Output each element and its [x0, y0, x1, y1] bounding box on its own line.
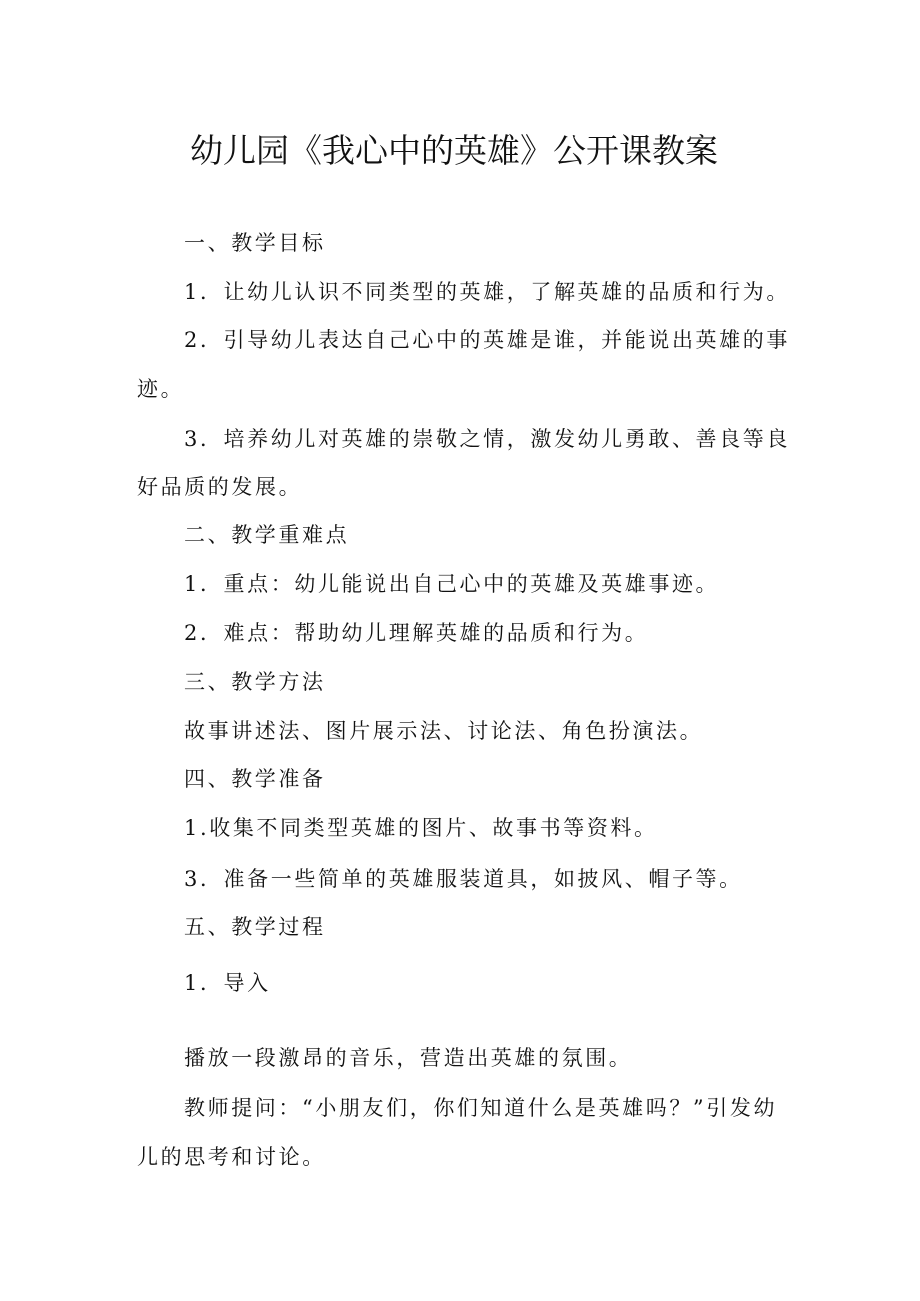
section-heading-process: 五、教学过程 [184, 915, 326, 939]
paragraph-music: 播放一段激昂的音乐，营造出英雄的氛围。 [184, 1046, 633, 1070]
paragraph-preparation-1: 1.收集不同类型英雄的图片、故事书等资料。 [184, 816, 658, 840]
paragraph-goal-2: 2．引导幼儿表达自己心中的英雄是谁，并能说出英雄的事 [184, 328, 790, 352]
paragraph-teacher-question: 教师提问：“小朋友们，你们知道什么是英雄吗？”引发幼 [184, 1096, 778, 1120]
document-title: 幼儿园《我心中的英雄》公开课教案 [190, 131, 718, 170]
paragraph-teacher-question-cont: 儿的思考和讨论。 [137, 1145, 326, 1169]
paragraph-goal-2-cont: 迹。 [137, 377, 185, 401]
paragraph-key-point: 1．重点：幼儿能说出自己心中的英雄及英雄事迹。 [184, 572, 720, 596]
paragraph-preparation-3: 3．准备一些简单的英雄服装道具，如披风、帽子等。 [184, 867, 743, 891]
paragraph-goal-3-cont: 好品质的发展。 [137, 475, 303, 499]
section-heading-methods: 三、教学方法 [184, 670, 326, 694]
paragraph-difficult-point: 2．难点：帮助幼儿理解英雄的品质和行为。 [184, 621, 649, 645]
section-heading-key-points: 二、教学重难点 [184, 523, 350, 547]
paragraph-goal-1: 1．让幼儿认识不同类型的英雄，了解英雄的品质和行为。 [184, 280, 790, 304]
paragraph-methods: 故事讲述法、图片展示法、讨论法、角色扮演法。 [184, 719, 704, 743]
paragraph-goal-3: 3．培养幼儿对英雄的崇敬之情，激发幼儿勇敢、善良等良 [184, 427, 790, 451]
paragraph-process-intro: 1．导入 [184, 971, 271, 995]
section-heading-preparation: 四、教学准备 [184, 767, 326, 791]
section-heading-goals: 一、教学目标 [184, 231, 326, 255]
